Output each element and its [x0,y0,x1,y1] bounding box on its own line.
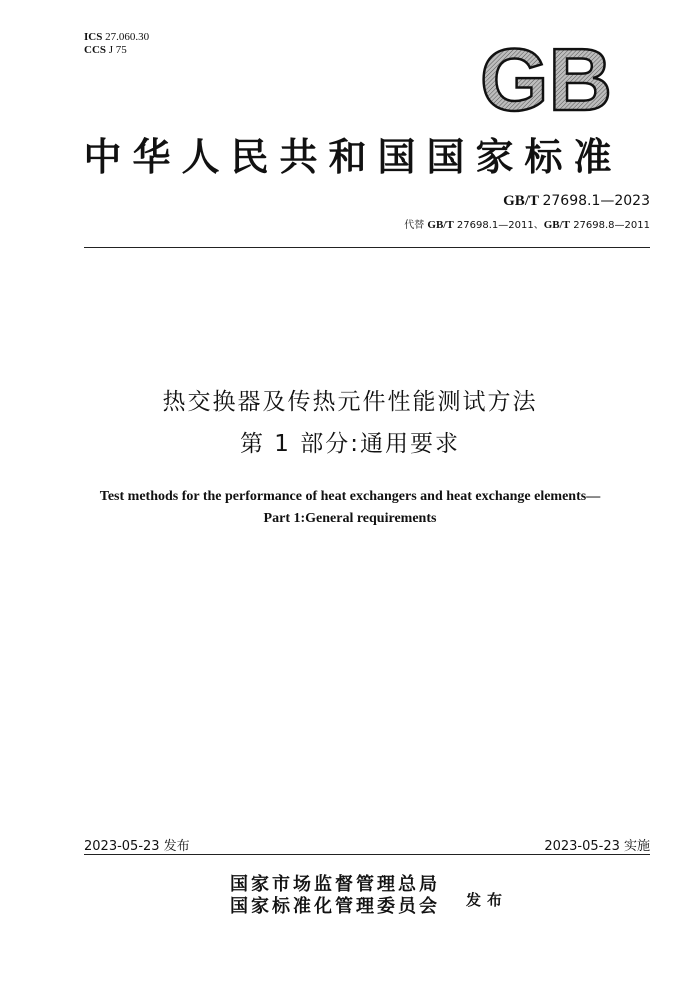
title-en-line-1: Test methods for the performance of heat exchangers and heat exchange elements— [99,489,601,504]
issue-date: 2023-05-23 发布 [84,839,190,854]
footer-divider [84,854,650,855]
title-zh-line-1: 热交换器及传热元件性能测试方法 [162,389,538,415]
classification-codes [84,31,149,57]
implementation-date: 2023-05-23 实施 [544,839,650,854]
replaces-line [404,216,650,231]
authority-line-2: 国家标准化管理委员会 [230,896,440,917]
national-standard-title: 中华人民共和国国家标准 [83,134,623,179]
title-zh-line-2: 第 1 部分:通用要求 [239,431,460,457]
replaces-label: 代替 [404,220,425,231]
replaced-number-2: 27698.8—2011 [573,220,650,231]
gb-logo-text: GB [480,40,612,118]
ics-code [84,31,149,44]
title-en-line-2: Part 1:General requirements [263,511,437,526]
authority-line-1: 国家市场监督管理总局 [230,874,440,895]
gb-logo [476,40,616,118]
ccs-label: CCS [84,44,107,56]
replaced-prefix-2: GB/T [543,219,570,231]
ics-label: ICS [84,31,103,43]
standard-number-value: 27698.1—2023 [542,193,650,209]
replaced-separator: 、 [533,220,544,231]
ics-value: 27.060.30 [105,31,150,43]
ccs-code [84,44,149,57]
issuing-authorities [230,874,440,918]
standard-prefix: GB/T [503,193,539,209]
replaced-prefix-1: GB/T [427,219,454,231]
publish-label: 发布 [466,891,509,909]
replaced-number-1: 27698.1—2011 [456,220,534,231]
header-divider [84,247,650,248]
standard-number [503,193,650,210]
ccs-value: J 75 [108,44,127,56]
